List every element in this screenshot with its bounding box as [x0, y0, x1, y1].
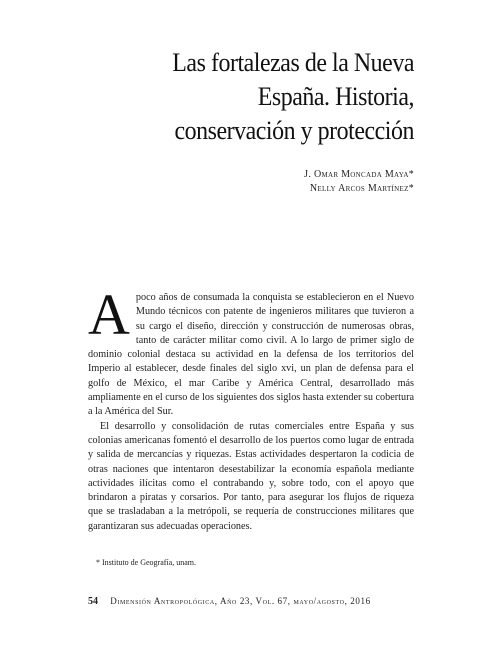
title-line-1: Las fortalezas de la Nueva [172, 48, 414, 77]
footnote: * Instituto de Geografía, unam. [96, 558, 196, 567]
paragraph-2: El desarrollo y consolidación de rutas comerciales entre España y sus colonias americanas fomentó el desarrollo de los puertos como lugar de entrada y salida de mercancías y riquezas. Estas actividades despertaron la codicia de otras naciones que intentaron desestabilizar la economía española mediante actividades ilícitas como el contrabando y, sobre todo, con el apoyo que brindaron a piratas y corsarios. Por tanto, para asegurar los flujos de riqueza que se trasladaban a la metrópoli, se requería de construcciones militares que garantizaran sus adecuadas operaciones. [88, 420, 414, 532]
paragraph-1-text: poco años de consumada la conquista se establecieron en el Nuevo Mundo técnicos con patente de ingenieros militares que tuvieron a su cargo el diseño, dirección y construcción de numerosas obras, tanto de carácter militar como civil. A lo largo de primer siglo de dominio colonial destaca su actividad en la defensa de los territorios del Imperio al establecer, desde finales del siglo xvi, un plan de defensa para el golfo de México, el mar Caribe y América Central, desarrollado más ampliamente en el curso de los siguientes dos siglos hasta extender su cobertura a la América del Sur. [88, 292, 414, 418]
article-body [88, 282, 414, 534]
title-line-2: España. Historia, [257, 82, 414, 111]
author-1: J. Omar Moncada Maya* [304, 169, 414, 180]
page-footer [88, 596, 414, 607]
article-title [110, 46, 414, 148]
drop-cap: A [88, 282, 130, 347]
page-number: 54 [88, 596, 98, 607]
author-2: Nelly Arcos Martínez* [309, 183, 414, 194]
journal-citation: Dimensión Antropológica, Año 23, Vol. 67, mayo/agosto, 2016 [110, 596, 371, 606]
title-line-3: conservación y protección [174, 116, 414, 145]
paragraph-1 [88, 282, 414, 420]
author-list [304, 168, 414, 196]
